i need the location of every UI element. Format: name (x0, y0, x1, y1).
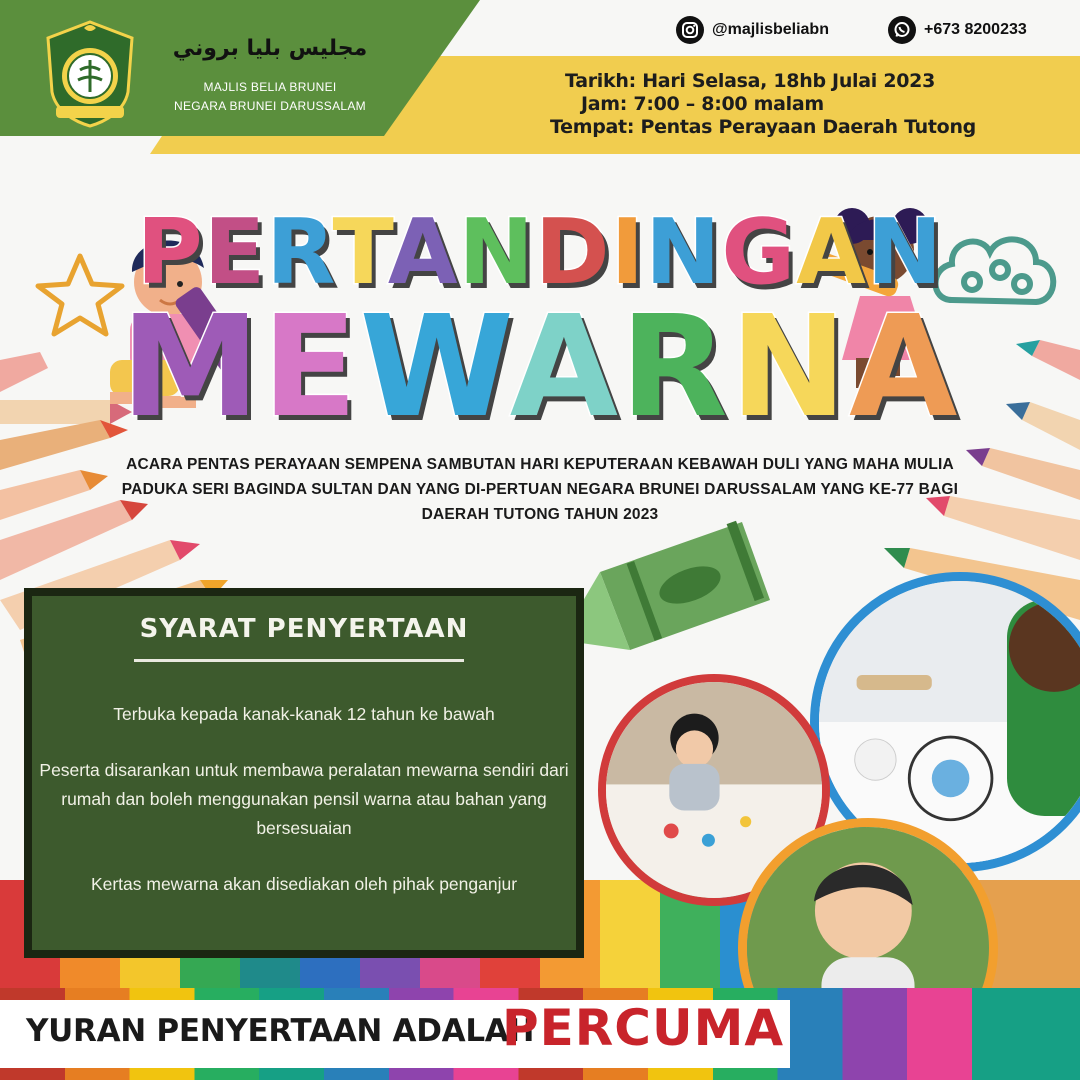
title-letter: E (261, 286, 360, 449)
title-letter: N (645, 200, 722, 305)
requirement-item: Peserta disarankan untuk membawa peralatan mewarna sendiri dari rumah dan boleh menggunakan pensil warna atau bahan yang bersesuaian (39, 760, 569, 838)
title-letter: T (332, 200, 388, 305)
title-letter: N (866, 200, 944, 305)
organization-country: NEGARA BRUNEI DARUSSALAM (174, 99, 366, 113)
organization-name-arabic: مجليس بليا بروني (172, 36, 368, 61)
fee-label: YURAN PENYERTAAN ADALAH (26, 1013, 535, 1049)
title-line-2 (0, 286, 1080, 449)
title-letter: A (509, 286, 621, 449)
title-letter: N (729, 286, 850, 449)
requirement-item: Kertas mewarna akan disediakan oleh pihak penganjur (90, 874, 518, 894)
title-letter: A (387, 200, 459, 305)
title-letter: M (120, 286, 262, 449)
whatsapp-icon (888, 16, 916, 44)
title-letter: G (721, 200, 797, 305)
requirements-heading: SYARAT PENYERTAAN (139, 614, 469, 644)
title-letter: P (136, 200, 204, 305)
event-venue: Tempat: Pentas Perayaan Daerah Tutong (550, 116, 976, 138)
title-letter: D (534, 200, 611, 305)
instagram-icon (676, 16, 704, 44)
instagram-handle[interactable]: @majlisbeliabn (712, 21, 829, 38)
title-text-2 (121, 286, 960, 449)
title-letter: R (266, 200, 333, 305)
requirements-divider (134, 659, 464, 662)
title-letter: A (796, 200, 867, 305)
title-letter: I (610, 200, 646, 305)
title-letter: E (203, 200, 267, 305)
whatsapp-contact[interactable] (888, 15, 1027, 45)
instagram-contact[interactable] (676, 15, 829, 45)
title-letter: W (359, 286, 510, 449)
organization-name: MAJLIS BELIA BRUNEI (203, 80, 337, 94)
fee-value: PERCUMA (502, 999, 785, 1057)
requirement-item: Terbuka kepada kanak-kanak 12 tahun ke bawah (113, 704, 495, 724)
title-letter: N (458, 200, 535, 305)
title-letter: A (849, 286, 960, 449)
event-date: Tarikh: Hari Selasa, 18hb Julai 2023 (565, 70, 935, 92)
majlis-belia-crest-icon (44, 20, 136, 128)
event-time: Jam: 7:00 – 8:00 malam (581, 93, 824, 115)
title-letter: R (620, 286, 730, 449)
whatsapp-number[interactable]: +673 8200233 (924, 21, 1027, 38)
event-description: ACARA PENTAS PERAYAAN SEMPENA SAMBUTAN HARI KEPUTERAAN KEBAWAH DULI YANG MAHA MULIA PADUKA SERI BAGINDA SULTAN DAN YANG DI-PERTUAN NEGARA BRUNEI DARUSSALAM YANG KE-77 BAGI DAERAH TUTONG TAHUN 2023 (121, 456, 959, 523)
